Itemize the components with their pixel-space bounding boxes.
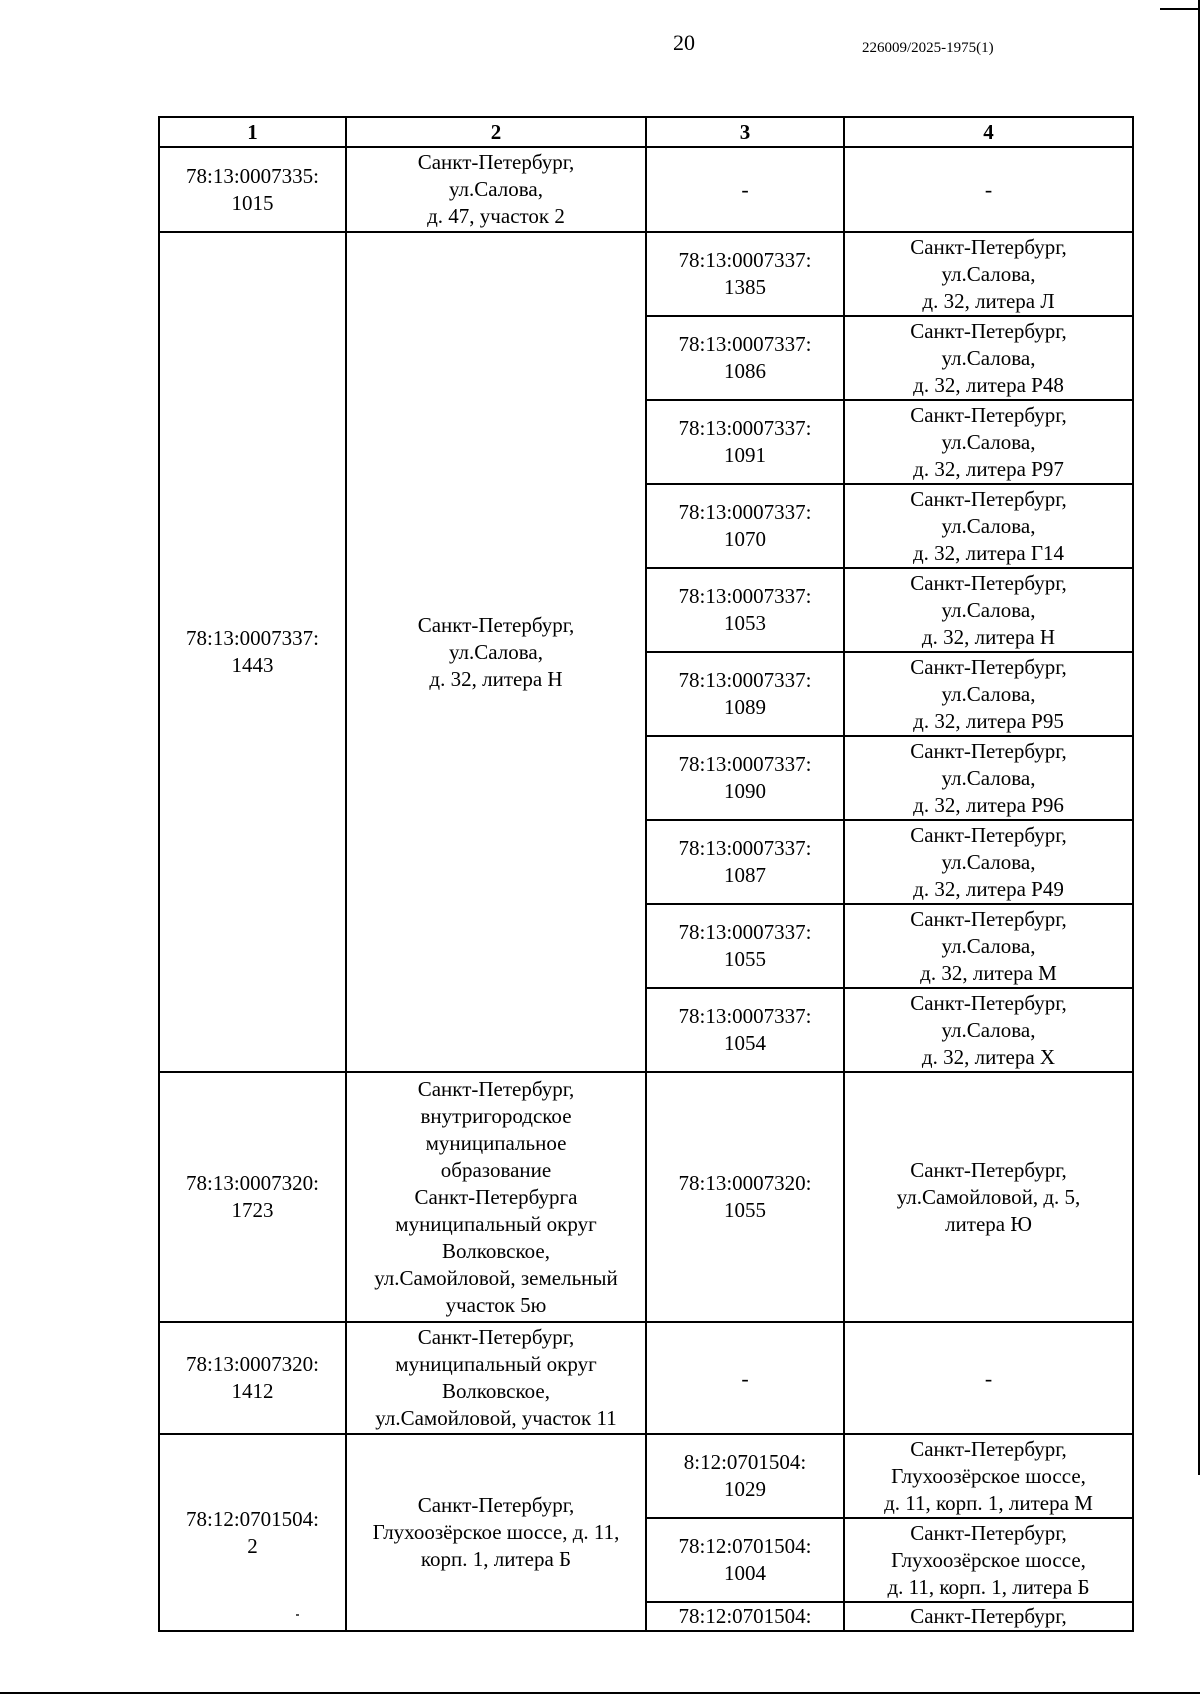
scan-edge-top: [1160, 8, 1200, 10]
building-cadastral-number: 78:13:0007337: 1087: [646, 820, 844, 904]
building-cadastral-number: 78:13:0007337: 1054: [646, 988, 844, 1072]
building-cadastral-number: 78:12:0701504:: [646, 1602, 844, 1631]
building-cadastral-number: -: [646, 1322, 844, 1434]
building-address: Санкт-Петербург, ул.Салова, д. 32, литера Н: [844, 568, 1133, 652]
table-row: [159, 1072, 1133, 1322]
land-cadastral-number: 78:13:0007320: 1412: [159, 1322, 346, 1434]
column-header: 3: [646, 117, 844, 147]
building-address: Санкт-Петербург, Глухоозёрское шоссе, д. 11, корп. 1, литера Б: [844, 1518, 1133, 1602]
building-address: Санкт-Петербург, ул.Салова, д. 32, литера Х: [844, 988, 1133, 1072]
column-header: 2: [346, 117, 646, 147]
land-address: Санкт-Петербург, муниципальный округ Волковское, ул.Самойловой, участок 11: [346, 1322, 646, 1434]
building-address: Санкт-Петербург, ул.Салова, д. 32, литера Р48: [844, 316, 1133, 400]
building-address: Санкт-Петербург, ул.Салова, д. 32, литера Р49: [844, 820, 1133, 904]
land-cadastral-number: 78:12:0701504: 2: [159, 1434, 346, 1631]
building-address: Санкт-Петербург, ул.Самойловой, д. 5, литера Ю: [844, 1072, 1133, 1322]
page-number: 20: [673, 30, 695, 55]
land-address: Санкт-Петербург, ул.Салова, д. 47, участок 2: [346, 147, 646, 232]
land-cadastral-number: 78:13:0007335: 1015: [159, 147, 346, 232]
building-cadastral-number: 78:12:0701504: 1004: [646, 1518, 844, 1602]
building-address: Санкт-Петербург, Глухоозёрское шоссе, д. 11, корп. 1, литера М: [844, 1434, 1133, 1518]
building-cadastral-number: 78:13:0007337: 1385: [646, 232, 844, 316]
building-cadastral-number: -: [646, 147, 844, 232]
land-address: Санкт-Петербург, ул.Салова, д. 32, литера Н: [346, 232, 646, 1072]
land-cadastral-number: 78:13:0007337: 1443: [159, 232, 346, 1072]
table-row: [159, 232, 1133, 316]
table-row: [159, 1434, 1133, 1518]
land-address: Санкт-Петербург, Глухоозёрское шоссе, д. 11, корп. 1, литера Б: [346, 1434, 646, 1631]
building-address: Санкт-Петербург,: [844, 1602, 1133, 1631]
building-cadastral-number: 78:13:0007337: 1070: [646, 484, 844, 568]
building-cadastral-number: 78:13:0007337: 1053: [646, 568, 844, 652]
building-address: Санкт-Петербург, ул.Салова, д. 32, литера Р97: [844, 400, 1133, 484]
building-cadastral-number: 8:12:0701504: 1029: [646, 1434, 844, 1518]
document-id: 226009/2025-1975(1): [862, 40, 994, 56]
building-address: Санкт-Петербург, ул.Салова, д. 32, литера Г14: [844, 484, 1133, 568]
column-header: 1: [159, 117, 346, 147]
table-row: [159, 147, 1133, 232]
column-header: 4: [844, 117, 1133, 147]
table-header-row: [159, 117, 1133, 147]
building-cadastral-number: 78:13:0007320: 1055: [646, 1072, 844, 1322]
building-address: -: [844, 147, 1133, 232]
table-body: [159, 147, 1133, 1631]
building-address: Санкт-Петербург, ул.Салова, д. 32, литера Р95: [844, 652, 1133, 736]
building-cadastral-number: 78:13:0007337: 1089: [646, 652, 844, 736]
scan-edge-bottom: [0, 1692, 1200, 1694]
building-cadastral-number: 78:13:0007337: 1090: [646, 736, 844, 820]
registry-table: [158, 116, 1134, 1632]
building-address: Санкт-Петербург, ул.Салова, д. 32, литера Р96: [844, 736, 1133, 820]
land-cadastral-number: 78:13:0007320: 1723: [159, 1072, 346, 1322]
building-cadastral-number: 78:13:0007337: 1055: [646, 904, 844, 988]
building-address: -: [844, 1322, 1133, 1434]
building-cadastral-number: 78:13:0007337: 1091: [646, 400, 844, 484]
building-cadastral-number: 78:13:0007337: 1086: [646, 316, 844, 400]
land-address: Санкт-Петербург, внутригородское муниципальное образование Санкт-Петербурга муниципальный округ Волковское, ул.Самойловой, земельный участок 5ю: [346, 1072, 646, 1322]
building-address: Санкт-Петербург, ул.Салова, д. 32, литера М: [844, 904, 1133, 988]
table-row: [159, 1322, 1133, 1434]
building-address: Санкт-Петербург, ул.Салова, д. 32, литера Л: [844, 232, 1133, 316]
scan-speck: [296, 1614, 299, 1616]
